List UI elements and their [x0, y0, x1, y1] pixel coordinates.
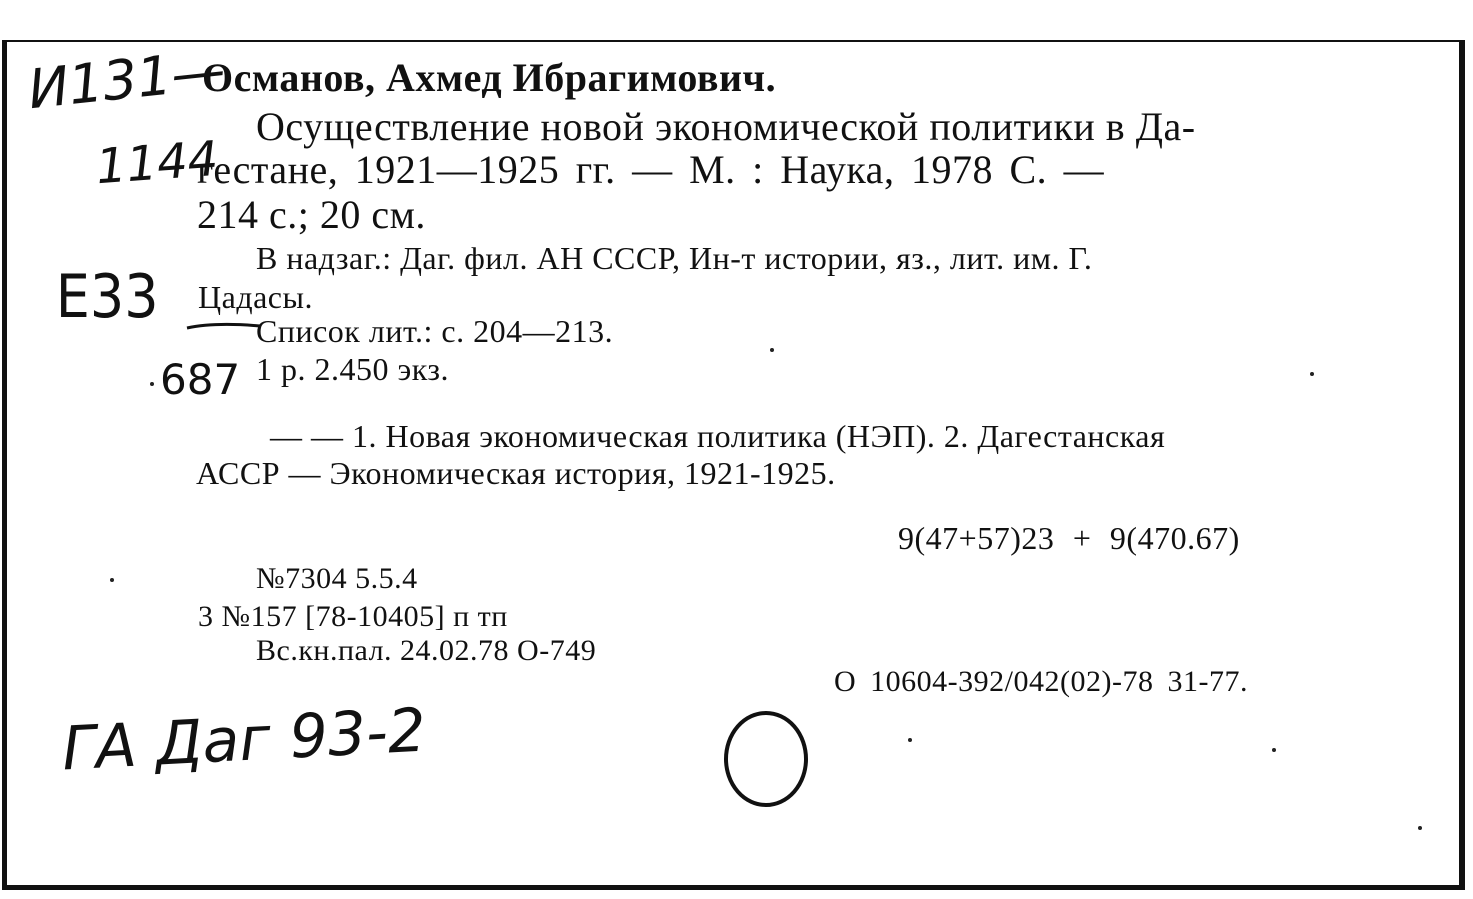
scan-speck [1418, 826, 1422, 830]
classification-code: 9(47+57)23 + 9(470.67) [898, 520, 1240, 556]
subjects-line-2: АССР — Экономическая история, 1921-1925. [196, 455, 836, 491]
card-number: №7304 5.5.4 [256, 562, 418, 595]
code-line: О 10604-392/042(02)-78 31-77. [834, 665, 1248, 698]
scan-speck [1310, 372, 1314, 376]
title-line-2: гестане, 1921—1925 гг. — М. : Наука, 1978 С. — [197, 147, 1105, 192]
handwritten-cutter: 687 [160, 355, 241, 404]
punch-hole-icon [722, 705, 814, 815]
title-line-3: 214 с.; 20 см. [197, 192, 426, 237]
scan-speck [1272, 748, 1276, 752]
scan-speck [770, 348, 774, 352]
handwritten-shelfmark-top: И131— [25, 37, 229, 122]
handwritten-dash [185, 318, 265, 334]
scan-speck [908, 738, 912, 742]
title-line-1: Осуществление новой экономической политики в Да- [256, 104, 1196, 149]
author-name: Османов, Ахмед Ибрагимович. [202, 55, 777, 100]
handwritten-classmark: Е33 [55, 262, 159, 332]
price-note: 1 р. 2.450 экз. [256, 351, 449, 387]
handwritten-shelfmark-bottom: 1144 [94, 130, 220, 196]
note-line-2: Цадасы. [198, 279, 313, 315]
order-info: 3 №157 [78-10405] п тп [198, 600, 508, 633]
subjects-line-1: — — 1. Новая экономическая политика (НЭП). 2. Дагестанская [270, 418, 1166, 454]
scan-speck [150, 382, 154, 386]
bibliography-note: Список лит.: с. 204—213. [256, 313, 614, 349]
handwritten-archive-note: ГА Даг 93-2 [60, 695, 428, 785]
note-line-1: В надзаг.: Даг. фил. АН СССР, Ин-т истории, яз., лит. им. Г. [256, 240, 1093, 276]
chamber-info: Вс.кн.пал. 24.02.78 О-749 [256, 634, 597, 667]
scan-speck [110, 578, 114, 582]
